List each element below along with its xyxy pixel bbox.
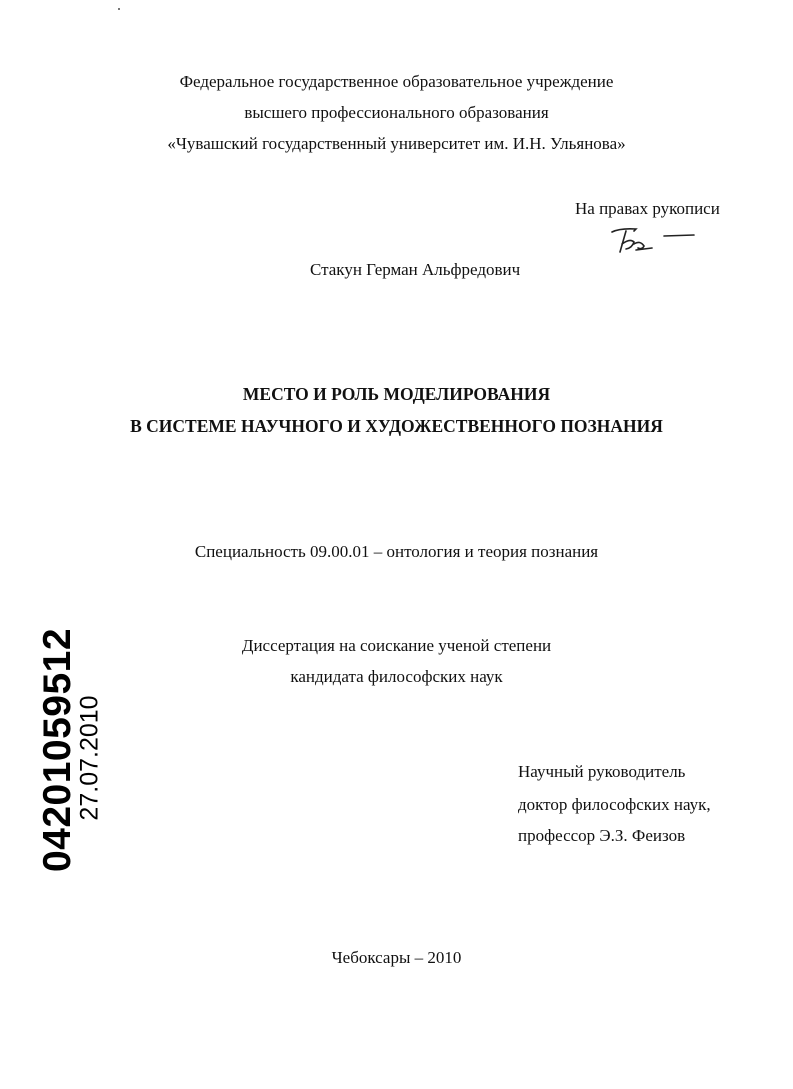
library-stamp-number: 04201059512 bbox=[36, 627, 79, 873]
signature-icon bbox=[606, 222, 698, 258]
library-stamp-date: 27.07.2010 bbox=[75, 695, 104, 821]
supervisor-line-2: доктор философских наук, bbox=[518, 795, 711, 814]
supervisor-line-1: Научный руководитель bbox=[518, 762, 686, 781]
specialty: Специальность 09.00.01 – онтология и теория познания bbox=[194, 542, 599, 561]
supervisor-line-3: профессор Э.З. Феизов bbox=[518, 826, 686, 845]
institution-line-3: «Чувашский государственный университет им. И.Н. Ульянова» bbox=[167, 134, 626, 153]
dissertation-line-2: кандидата философских наук bbox=[290, 667, 503, 686]
scan-speck bbox=[118, 8, 120, 10]
manuscript-note: На правах рукописи bbox=[575, 199, 720, 218]
title-line-2: В СИСТЕМЕ НАУЧНОГО И ХУДОЖЕСТВЕННОГО ПОЗНАНИЯ bbox=[130, 416, 663, 436]
title-line-1: МЕСТО И РОЛЬ МОДЕЛИРОВАНИЯ bbox=[242, 384, 551, 404]
institution-line-2: высшего профессионального образования bbox=[244, 103, 549, 122]
institution-line-1: Федеральное государственное образовательное учреждение bbox=[179, 72, 614, 91]
dissertation-line-1: Диссертация на соискание ученой степени bbox=[241, 636, 552, 655]
city-year: Чебоксары – 2010 bbox=[331, 948, 462, 967]
author-name: Стакун Герман Альфредович bbox=[310, 260, 521, 279]
